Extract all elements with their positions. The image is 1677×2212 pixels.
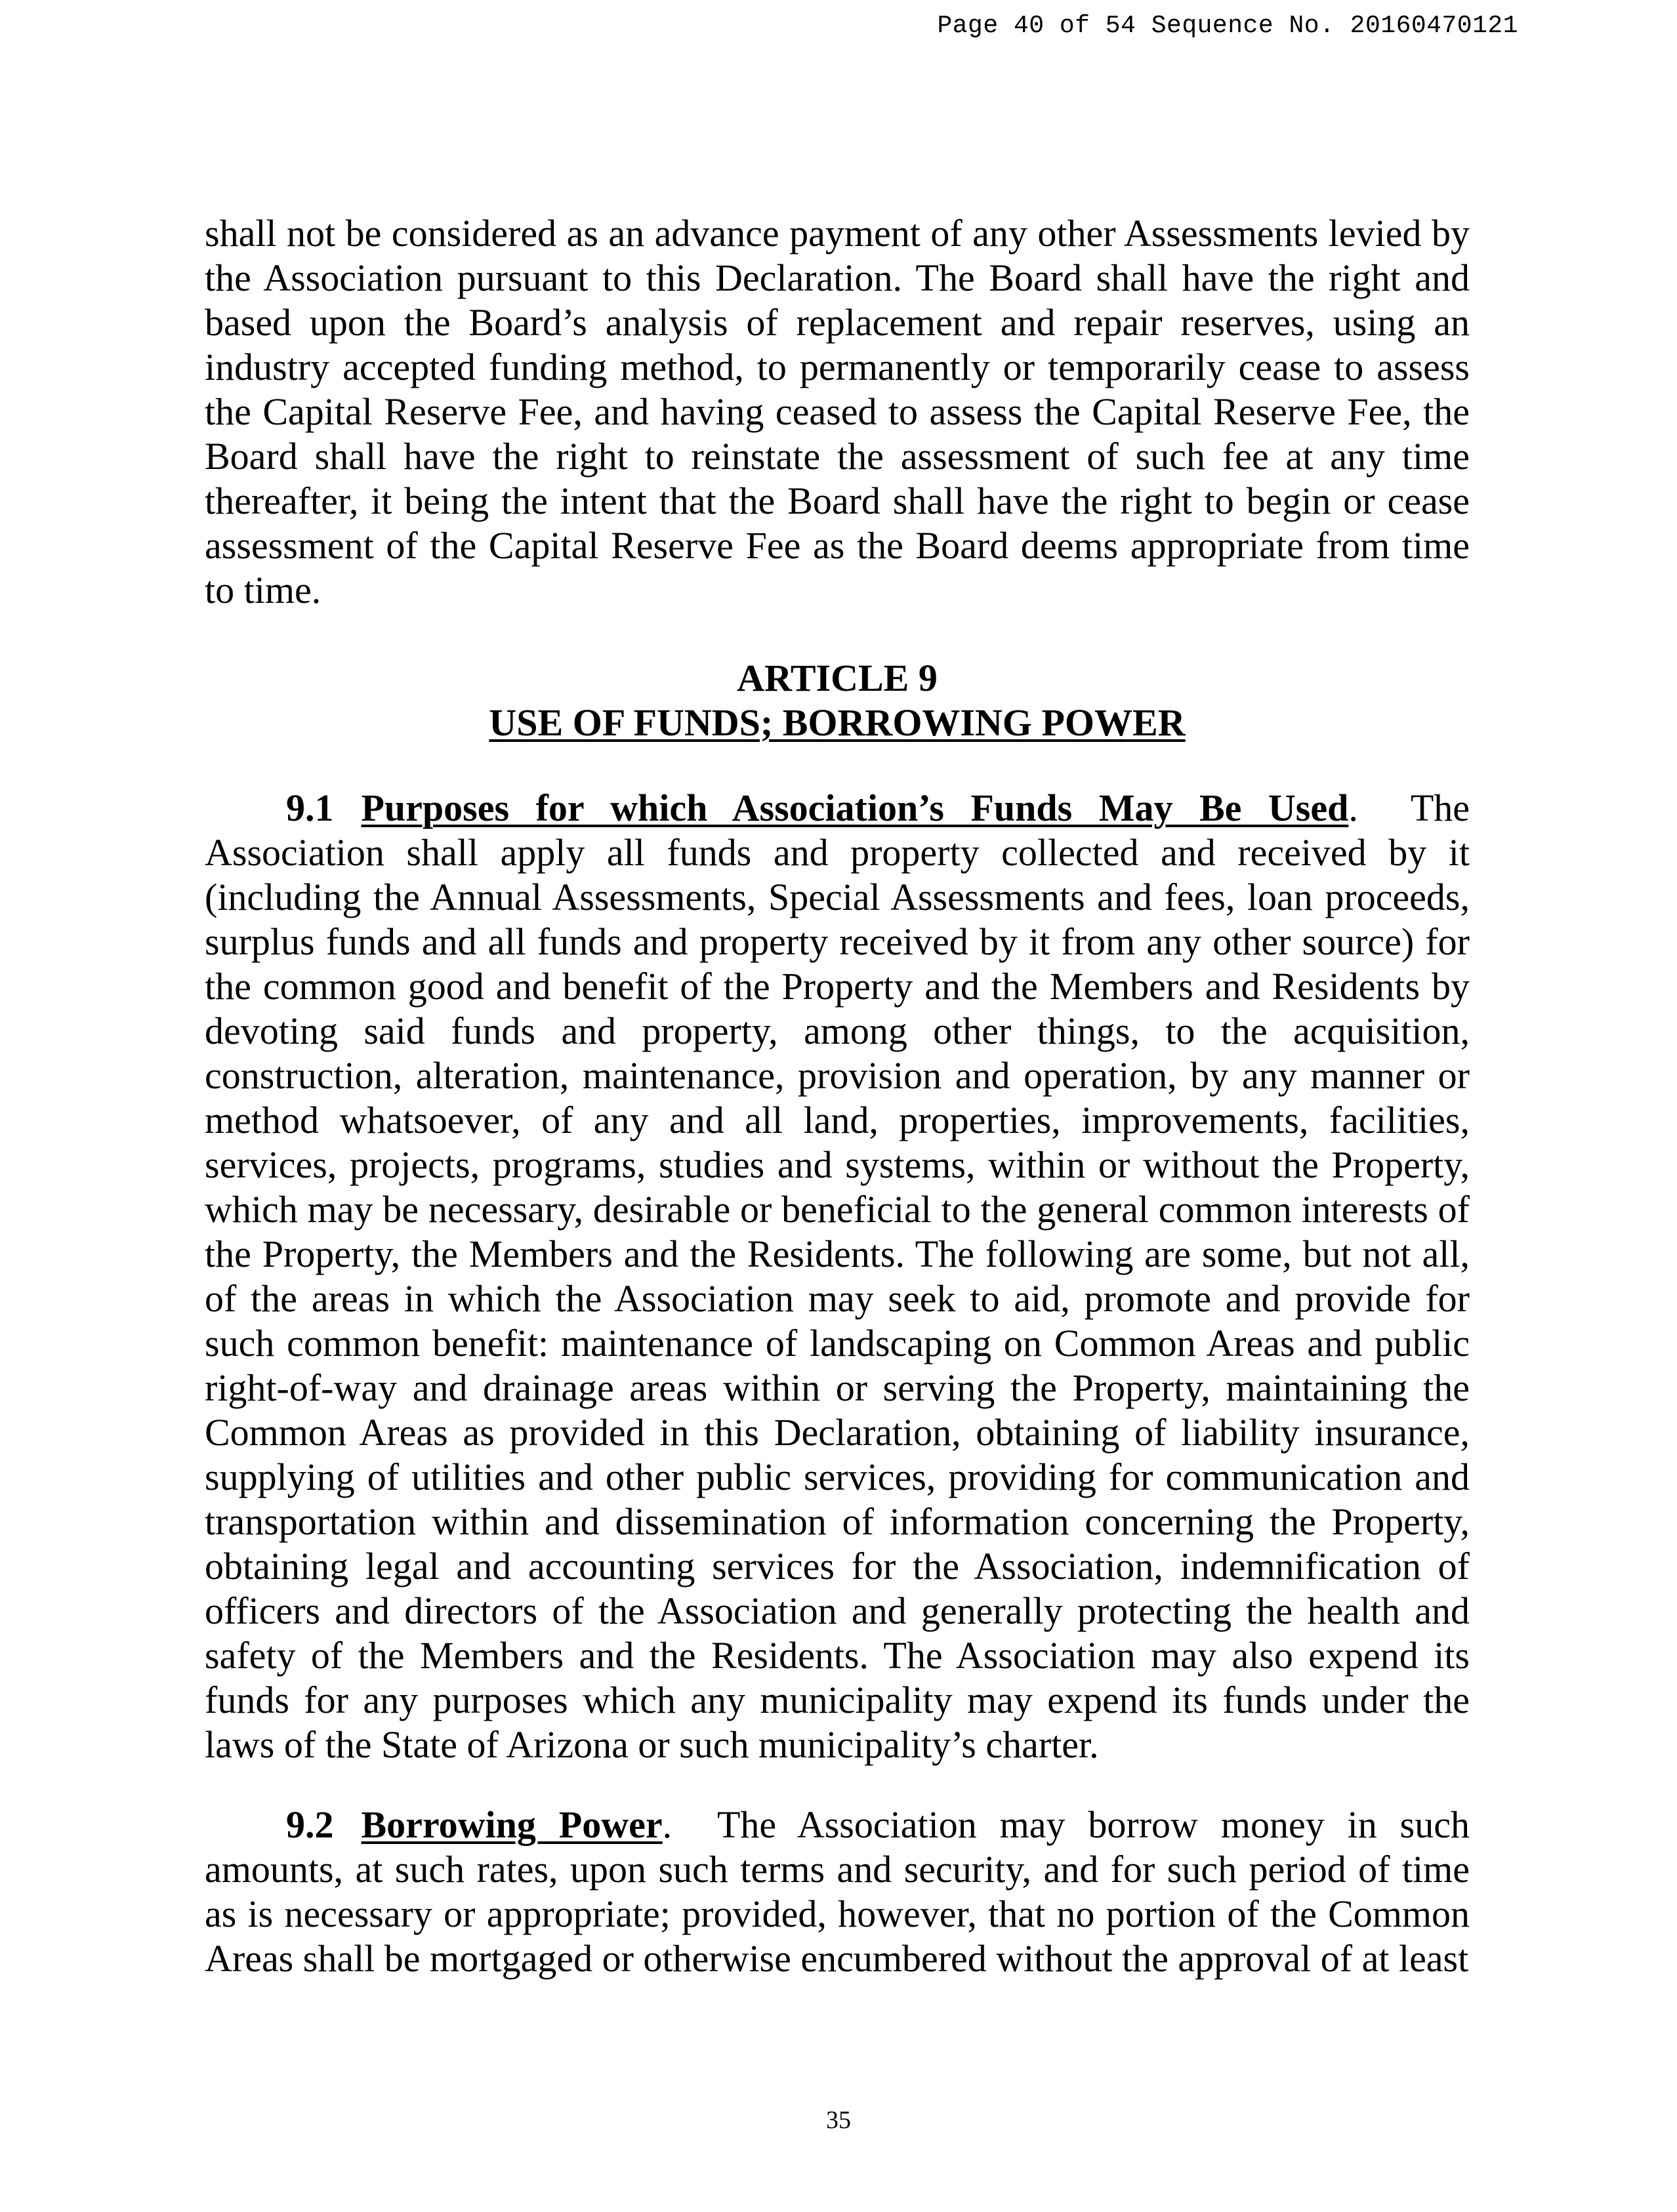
section-9-2-text: The Association may borrow money in such amounts, at such rates, upon such terms and security, and for such period of time as is necessary or appropriate; provided, however, that no portion of the Common Areas shall be mortgaged or otherwise encumbered without the approval of at least xyxy=(205,1803,1470,1980)
article-title-text: USE OF FUNDS; BORROWING POWER xyxy=(489,701,1186,744)
section-9-2-title-period: . xyxy=(662,1803,673,1846)
section-9-1-number: 9.1 xyxy=(286,787,334,829)
article-number: ARTICLE 9 xyxy=(737,657,938,699)
article-title xyxy=(205,701,1470,745)
section-9-1-paragraph xyxy=(205,786,1470,1767)
page-number-footer: 35 xyxy=(826,2106,851,2134)
section-9-1-title: Purposes for which Association’s Funds May Be Used xyxy=(361,787,1349,829)
section-9-2-title: Borrowing Power xyxy=(361,1803,663,1846)
section-9-2-paragraph xyxy=(205,1803,1470,1981)
section-9-1-text: The Association shall apply all funds and property collected and received by it (including the Annual Assessments, Special Assessments and fees, loan proceeds, surplus funds and all funds and property received by it from any other source) for the common good and benefit of the Property and the Members and Residents by devoting said funds and property, among other things, to the acquisition, construction, alteration, maintenance, provision and operation, by any manner or method whatsoever, of any and all land, properties, improvements, facilities, services, projects, programs, studies and systems, within or without the Property, which may be necessary, desirable or beneficial to the general common interests of the Property, the Members and the Residents. The following are some, but not all, of the areas in which the Association may seek to aid, promote and provide for such common benefit: maintenance of landscaping on Common Areas and public right-of-way and drainage areas within or serving the Property, maintaining the Common Areas as provided in this Declaration, obtaining of liability insurance, supplying of utilities and other public services, providing for communication and transportation within and dissemination of information concerning the Property, obtaining legal and accounting services for the Association, indemnification of officers and directors of the Association and generally protecting the health and safety of the Members and the Residents. The Association may also expend its funds for any purposes which any municipality may expend its funds under the laws of the State of Arizona or such municipality’s charter. xyxy=(205,787,1470,1766)
section-9-1-title-period: . xyxy=(1348,787,1358,829)
continuation-paragraph: shall not be considered as an advance payment of any other Assessments levied by the Association pursuant to this Declaration. The Board shall have the right and based upon the Board’s analysis of replacement and repair reserves, using an industry accepted funding method, to permanently or temporarily cease to assess the Capital Reserve Fee, and having ceased to assess the Capital Reserve Fee, the Board shall have the right to reinstate the assessment of such fee at any time thereafter, it being the intent that the Board shall have the right to begin or cease assessment of the Capital Reserve Fee as the Board deems appropriate from time to time. xyxy=(205,212,1470,611)
section-9-2-number: 9.2 xyxy=(286,1803,334,1846)
page-sequence-header: Page 40 of 54 Sequence No. 20160470121 xyxy=(937,12,1518,40)
